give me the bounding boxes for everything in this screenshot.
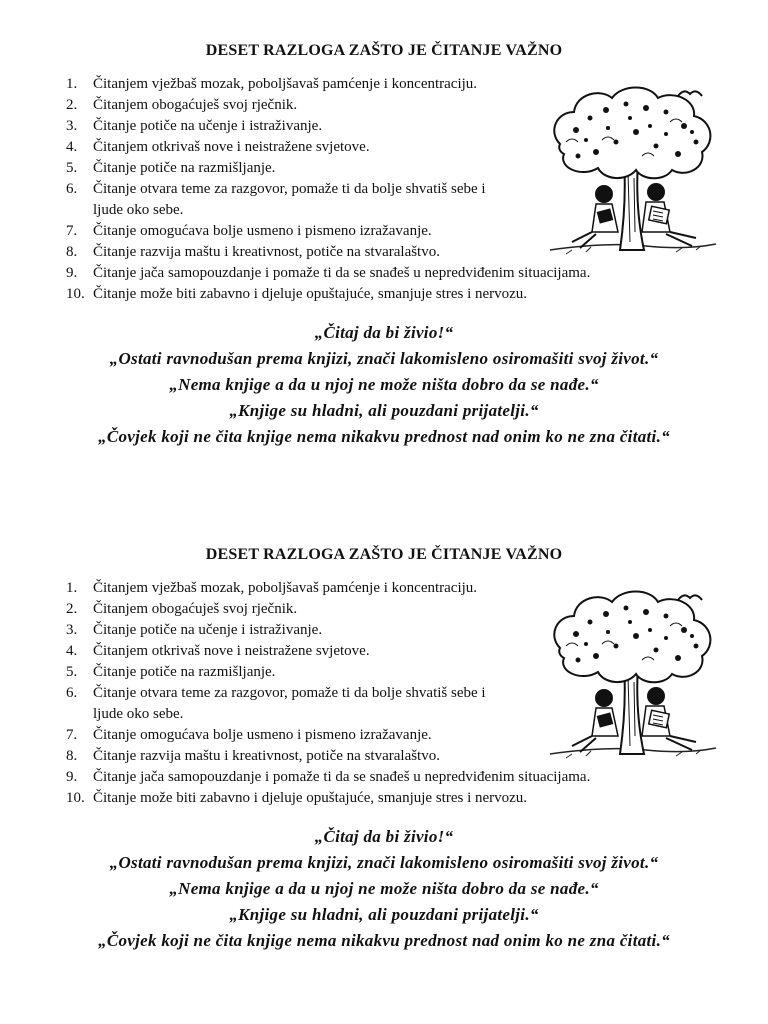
list-item-text: Čitanjem obogaćuješ svoj rječnik. <box>93 97 298 113</box>
quote-line: „Nema knjige a da u njoj ne može ništa dobro da se nađe.“ <box>169 879 599 898</box>
list-item-text: Čitanje omogućava bolje usmeno i pismeno izražavanje. <box>93 727 432 743</box>
page-title: DESET RAZLOGA ZAŠTO JE ČITANJE VAŽNO <box>205 42 563 59</box>
list-item-number: 10. <box>66 790 85 806</box>
list-item-number: 9. <box>66 265 78 281</box>
list-item-number: 2. <box>66 601 78 617</box>
list-item <box>66 788 686 809</box>
list-item-text: Čitanjem obogaćuješ svoj rječnik. <box>93 601 298 617</box>
list-item-text: Čitanjem vježbaš mozak, poboljšavaš pamćenje i koncentraciju. <box>93 580 478 596</box>
list-item-number: 1. <box>66 580 78 596</box>
quote-line: „Čovjek koji ne čita knjige nema nikakvu prednost nad onim ko ne zna čitati.“ <box>98 427 670 446</box>
list-item-number: 5. <box>66 160 78 176</box>
list-item-text: Čitanje potiče na učenje i istraživanje. <box>93 118 323 134</box>
list-item-number: 4. <box>66 139 78 155</box>
list-item-number: 8. <box>66 748 78 764</box>
list-item-number: 7. <box>66 223 78 239</box>
list-item-continuation: ljude oko sebe. <box>93 706 184 722</box>
list-item <box>66 767 686 788</box>
quote-line: „Knjige su hladni, ali pouzdani prijatelji.“ <box>229 401 539 420</box>
list-item-text: Čitanje otvara teme za razgovor, pomaže ti da bolje shvatiš sebe i <box>93 181 486 197</box>
list-item-number: 6. <box>66 181 78 197</box>
list-item-text: Čitanje može biti zabavno i djeluje opuštajuće, smanjuje stres i nervozu. <box>93 286 528 302</box>
children-reading-under-tree-icon <box>546 82 718 262</box>
list-item-text: Čitanje potiče na razmišljanje. <box>93 664 276 680</box>
quotes-block <box>0 824 768 954</box>
list-item-number: 3. <box>66 118 78 134</box>
list-item <box>66 263 686 284</box>
list-item-number: 2. <box>66 97 78 113</box>
list-item-text: Čitanje može biti zabavno i djeluje opuštajuće, smanjuje stres i nervozu. <box>93 790 528 806</box>
list-item-text: Čitanje jača samopouzdanje i pomaže ti da se snađeš u nepredviđenim situacijama. <box>93 265 591 281</box>
list-item-text: Čitanje jača samopouzdanje i pomaže ti da se snađeš u nepredviđenim situacijama. <box>93 769 591 785</box>
quote-line: „Ostati ravnodušan prema knjizi, znači lakomisleno osiromašiti svoj život.“ <box>109 853 659 872</box>
list-item-number: 10. <box>66 286 85 302</box>
list-item-text: Čitanje razvija maštu i kreativnost, potiče na stvaralaštvo. <box>93 748 440 764</box>
quote-line: „Nema knjige a da u njoj ne može ništa dobro da se nađe.“ <box>169 375 599 394</box>
list-item-number: 1. <box>66 76 78 92</box>
page-title: DESET RAZLOGA ZAŠTO JE ČITANJE VAŽNO <box>205 546 563 563</box>
list-item-continuation: ljude oko sebe. <box>93 202 184 218</box>
list-item-number: 8. <box>66 244 78 260</box>
list-item-number: 4. <box>66 643 78 659</box>
list-item-number: 7. <box>66 727 78 743</box>
list-item-text: Čitanje otvara teme za razgovor, pomaže ti da bolje shvatiš sebe i <box>93 685 486 701</box>
quote-line: „Ostati ravnodušan prema knjizi, znači lakomisleno osiromašiti svoj život.“ <box>109 349 659 368</box>
quote-line: „Čitaj da bi živio!“ <box>314 827 454 846</box>
list-item-text: Čitanjem vježbaš mozak, poboljšavaš pamćenje i koncentraciju. <box>93 76 478 92</box>
list-item-text: Čitanjem otkrivaš nove i neistražene svjetove. <box>93 139 370 155</box>
list-item-number: 5. <box>66 664 78 680</box>
list-item-text: Čitanjem otkrivaš nove i neistražene svjetove. <box>93 643 370 659</box>
children-reading-under-tree-icon <box>546 586 718 766</box>
list-item-text: Čitanje potiče na razmišljanje. <box>93 160 276 176</box>
list-item <box>66 284 686 305</box>
list-item-number: 9. <box>66 769 78 785</box>
reading-flyer-top <box>0 36 768 496</box>
reading-flyer-bottom <box>0 540 768 1000</box>
quote-line: „Čovjek koji ne čita knjige nema nikakvu prednost nad onim ko ne zna čitati.“ <box>98 931 670 950</box>
list-item-number: 3. <box>66 622 78 638</box>
list-item-text: Čitanje razvija maštu i kreativnost, potiče na stvaralaštvo. <box>93 244 440 260</box>
quotes-block <box>0 320 768 450</box>
list-item-number: 6. <box>66 685 78 701</box>
quote-line: „Čitaj da bi živio!“ <box>314 323 454 342</box>
quote-line: „Knjige su hladni, ali pouzdani prijatelji.“ <box>229 905 539 924</box>
list-item-text: Čitanje omogućava bolje usmeno i pismeno izražavanje. <box>93 223 432 239</box>
list-item-text: Čitanje potiče na učenje i istraživanje. <box>93 622 323 638</box>
